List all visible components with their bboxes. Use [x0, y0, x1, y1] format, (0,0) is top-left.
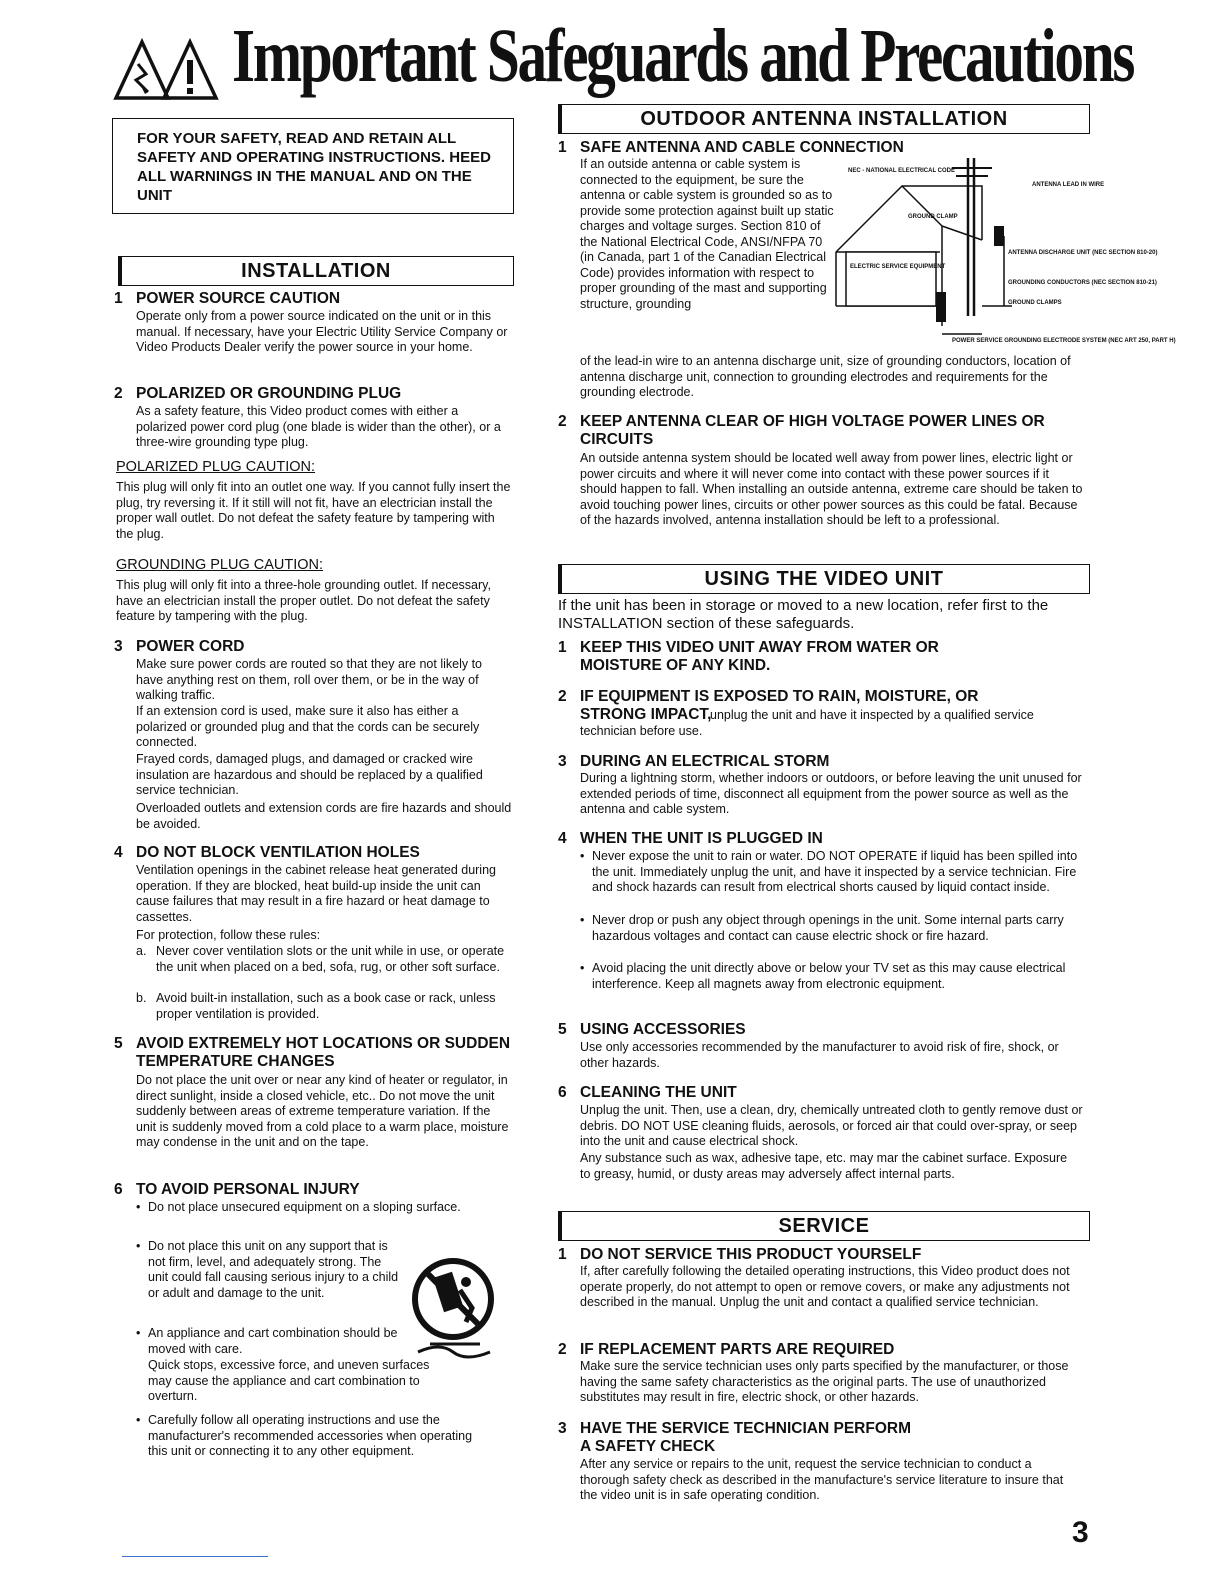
item-body: For protection, follow these rules:	[136, 928, 321, 942]
item-number: 3	[558, 753, 567, 770]
item-body: Frayed cords, damaged plugs, and damaged or cracked wire insulation are hazardous and should be replaced by a qualified service technician.	[136, 752, 483, 797]
using-heading-box	[558, 564, 1090, 594]
item-title: KEEP ANTENNA CLEAR OF HIGH VOLTAGE POWER LINES OR CIRCUITS	[580, 413, 1045, 448]
item-body: As a safety feature, this Video product comes with either a polarized power cord plug (one blade is wider than the other), or a three-wire grounding type plug.	[136, 404, 501, 449]
rule-text: Avoid built-in installation, such as a book case or rack, unless proper ventilation is provided.	[156, 991, 496, 1021]
item-number: 3	[114, 638, 123, 655]
service-heading: SERVICE	[778, 1215, 870, 1237]
item-title: IF REPLACEMENT PARTS ARE REQUIRED	[580, 1341, 895, 1358]
bullet-continuation: Quick stops, excessive force, and uneven surfaces may cause the appliance and cart combination to overturn.	[148, 1358, 430, 1403]
item-body: If an outside antenna or cable system is connected to the equipment, be sure the antenna or cable system is grounded so as to provide some protection against built up static charges and voltage surges. Section 810 of the National Electrical Code, ANSI/NFPA 70 (in Canada, part 1 of the Canadian Electrical Code) provides information with respect to proper grounding of the mast and supporting structure, grounding	[580, 157, 834, 311]
item-title: DO NOT SERVICE THIS PRODUCT YOURSELF	[580, 1246, 922, 1263]
bullet-dot: •	[580, 913, 585, 927]
item-number: 3	[558, 1420, 567, 1437]
safety-notice-box	[112, 118, 514, 214]
item-number: 4	[114, 844, 123, 861]
diagram-label-nec: NEC - NATIONAL ELECTRICAL CODE	[848, 168, 956, 174]
bullet-dot: •	[136, 1326, 141, 1340]
warning-icons	[112, 36, 230, 104]
outdoor-heading-box	[558, 104, 1090, 134]
item-body: Any substance such as wax, adhesive tape, etc. may mar the cabinet surface. Exposure to greasy, humid, or dusty areas may adversely affect internal parts.	[580, 1151, 1068, 1181]
item-number: 2	[558, 688, 567, 705]
bullet-dot: •	[136, 1200, 141, 1214]
item-body: An outside antenna system should be located well away from power lines, electric light or power circuits and where it will never come into contact with these power sources if it should happen to fall. When installing an outside antenna, extreme care should be taken to avoid touching power lines, circuits or other power sources as this could be fatal. Because of the hazards involved, antenna installation should be left to a professional.	[580, 451, 1083, 527]
diagram-label-electrode: POWER SERVICE GROUNDING ELECTRODE SYSTEM (NEC ART 250, PART H)	[952, 338, 1176, 344]
item-title: SAFE ANTENNA AND CABLE CONNECTION	[580, 139, 904, 156]
using-intro: If the unit has been in storage or moved to a new location, refer first to the INSTALLATION section of these safeguards.	[558, 597, 1049, 632]
title-row	[112, 8, 1134, 104]
bullet-text: Carefully follow all operating instructions and use the manufacturer's recommended accessories when operating this unit or connecting it to any other equipment.	[148, 1413, 473, 1458]
item-body: Use only accessories recommended by the manufacturer to avoid risk of fire, shock, or other hazards.	[580, 1040, 1059, 1070]
item-title: IF EQUIPMENT IS EXPOSED TO RAIN, MOISTURE, OR	[580, 688, 979, 705]
bullet-text: Do not place this unit on any support that is not firm, level, and adequately strong. The unit could fall causing serious injury to a child or adult and damage to the unit.	[148, 1239, 399, 1300]
polarized-plug-caution-title: POLARIZED PLUG CAUTION:	[116, 459, 316, 475]
outdoor-antenna-heading: OUTDOOR ANTENNA INSTALLATION	[640, 108, 1008, 130]
item-number: 1	[114, 290, 123, 307]
item-body: Make sure the service technician uses only parts specified by the manufacturer, or those having the same safety characteristics as the original parts. The use of unauthorized substitutes may result in fire, electric shock, or other hazards.	[580, 1359, 1069, 1404]
bullet-text: Never expose the unit to rain or water. DO NOT OPERATE if liquid has been spilled into the unit. Immediately unplug the unit, and have it inspected by a service technician. Fire and shock hazards can result from electrical shorts caused by liquid contact inside.	[592, 849, 1078, 894]
item-body: During a lightning storm, whether indoors or outdoors, or before leaving the unit unused for extended periods of time, disconnect all equipment from the power source as well as the antenna and cable system.	[580, 771, 1082, 816]
cart-tip-over-warning-icon	[410, 1252, 496, 1362]
diagram-label-lead-in: ANTENNA LEAD IN WIRE	[1032, 182, 1105, 188]
item-body: Do not place the unit over or near any kind of heater or regulator, in direct sunlight, inside a closed vehicle, etc.. Do not move the unit suddenly between areas of extreme temperature variation. If the unit is suddenly moved from a cold place to a warm place, moisture may condense in the unit and on the tape.	[136, 1073, 509, 1149]
item-body: Unplug the unit. Then, use a clean, dry, chemically untreated cloth to gently remove dust or debris. DO NOT USE cleaning fluids, aerosols, or forced air that could over-spray, or seep into the unit and cause electrical shock.	[580, 1103, 1083, 1148]
item-number: 2	[558, 1341, 567, 1358]
bullet-dot: •	[580, 849, 585, 863]
item-body: of the lead-in wire to an antenna discharge unit, size of grounding conductors, location of antenna discharge unit, connection to grounding electrodes and requirements for the grounding electrode.	[580, 354, 1071, 399]
item-title: DURING AN ELECTRICAL STORM	[580, 753, 830, 770]
page-title: Important Safeguards and Precautions	[232, 14, 1134, 98]
item-body: unplug the unit and have it inspected by a qualified service technician before use.	[580, 708, 1034, 738]
diagram-label-discharge: ANTENNA DISCHARGE UNIT (NEC SECTION 810-20)	[1008, 250, 1158, 256]
item-title: POWER SOURCE CAUTION	[136, 290, 341, 307]
antenna-grounding-diagram	[832, 156, 1176, 352]
item-title: POLARIZED OR GROUNDING PLUG	[136, 385, 402, 402]
exclamation-warning-icon	[164, 42, 216, 98]
diagram-label-service: ELECTRIC SERVICE EQUIPMENT	[850, 264, 946, 270]
item-title: TO AVOID PERSONAL INJURY	[136, 1181, 360, 1198]
item-number: 2	[558, 413, 567, 430]
item-title: HAVE THE SERVICE TECHNICIAN PERFORM	[580, 1420, 911, 1437]
item-body: Overloaded outlets and extension cords are fire hazards and should be avoided.	[136, 801, 512, 831]
rule-label: b.	[136, 991, 147, 1005]
bullet-text: An appliance and cart combination should be moved with care.	[148, 1326, 398, 1356]
bullet-text: Do not place unsecured equipment on a sloping surface.	[148, 1200, 461, 1214]
item-number: 5	[558, 1021, 567, 1038]
installation-heading: INSTALLATION	[241, 260, 391, 282]
installation-heading-box	[118, 256, 514, 286]
item-title: KEEP THIS VIDEO UNIT AWAY FROM WATER OR MOISTURE OF ANY KIND.	[580, 639, 939, 674]
diagram-label-conductors: GROUNDING CONDUCTORS (NEC SECTION 810-21)	[1008, 280, 1157, 286]
item-title: POWER CORD	[136, 638, 245, 655]
grounding-plug-caution-body: This plug will only fit into a three-hole grounding outlet. If necessary, have an electrician install the proper outlet. Do not defeat the safety feature by tampering with the plug.	[116, 578, 491, 623]
using-item-2-title-cont: STRONG IMPACT,	[580, 706, 712, 723]
item-number: 4	[558, 830, 567, 847]
item-number: 6	[558, 1084, 567, 1101]
bottom-rule	[122, 1556, 268, 1557]
bullet-dot: •	[136, 1239, 141, 1253]
item-body: Operate only from a power source indicated on the unit or in this manual. If necessary, have your Electric Utility Service Company or Video Products Dealer verify the power source in your home.	[136, 309, 508, 354]
page-number: 3	[1072, 1516, 1089, 1549]
polarized-plug-caution-body: This plug will only fit into an outlet one way. If you cannot fully insert the plug, try reversing it. If it still will not fit, have an electrician install the proper wall outlet. Do not defeat the safety feature by tampering with the plug.	[116, 480, 511, 541]
item-title: AVOID EXTREMELY HOT LOCATIONS OR SUDDEN TEMPERATURE CHANGES	[136, 1035, 511, 1070]
item-body: Ventilation openings in the cabinet release heat generated during operation. If they are blocked, heat build-up inside the unit can cause failures that may result in a fire hazard or heat damage to cassettes.	[136, 863, 496, 924]
item-number: 1	[558, 639, 567, 656]
bullet-dot: •	[580, 961, 585, 975]
item-body: Make sure power cords are routed so that they are not likely to have anything rest on them, roll over them, or be in the way of walking traffic.	[136, 657, 483, 702]
item-body: After any service or repairs to the unit, request the service technician to conduct a thorough safety check as described in the manufacture's service literature to insure that the video unit is in safe operating condition.	[580, 1457, 1064, 1502]
service-heading-box	[558, 1211, 1090, 1241]
item-number: 1	[558, 1246, 567, 1263]
item-title: USING ACCESSORIES	[580, 1021, 746, 1038]
using-video-unit-heading: USING THE VIDEO UNIT	[704, 568, 944, 590]
item-number: 1	[558, 139, 567, 156]
diagram-label-clamps: GROUND CLAMPS	[1008, 300, 1062, 306]
safety-notice-text: FOR YOUR SAFETY, READ AND RETAIN ALL SAFETY AND OPERATING INSTRUCTIONS. HEED ALL WARNINGS IN THE MANUAL AND ON THE UNIT	[137, 130, 491, 204]
diagram-label-ground-clamp: GROUND CLAMP	[908, 214, 958, 220]
item-number: 2	[114, 385, 123, 402]
item-body: If, after carefully following the detailed operating instructions, this Video product does not operate properly, do not attempt to open or remove covers, or make any adjustments not described in the manual. Unplug the unit and contact a qualified service technician.	[580, 1264, 1070, 1309]
bullet-dot: •	[136, 1413, 141, 1427]
rule-text: Never cover ventilation slots or the unit while in use, or operate the unit when placed on a bed, sofa, rug, or other soft surface.	[156, 944, 505, 974]
service-item-3-title-cont: A SAFETY CHECK	[580, 1438, 716, 1455]
bullet-text: Avoid placing the unit directly above or below your TV set as this may cause electrical interference. Keep all magnets away from electronic equipment.	[592, 961, 1066, 991]
item-title: WHEN THE UNIT IS PLUGGED IN	[580, 830, 823, 847]
lightning-warning-icon	[116, 42, 168, 98]
item-title: DO NOT BLOCK VENTILATION HOLES	[136, 844, 420, 861]
bullet-text: Never drop or push any object through openings in the unit. Some internal parts carry hazardous voltages and contact can cause electric shock or fire hazard.	[592, 913, 1064, 943]
item-title: CLEANING THE UNIT	[580, 1084, 737, 1101]
item-body: If an extension cord is used, make sure it also has either a polarized or grounded plug and that the cords can be securely connected.	[136, 704, 480, 749]
rule-label: a.	[136, 944, 147, 958]
item-number: 5	[114, 1035, 123, 1052]
item-number: 6	[114, 1181, 123, 1198]
grounding-plug-caution-title: GROUNDING PLUG CAUTION:	[116, 557, 324, 573]
